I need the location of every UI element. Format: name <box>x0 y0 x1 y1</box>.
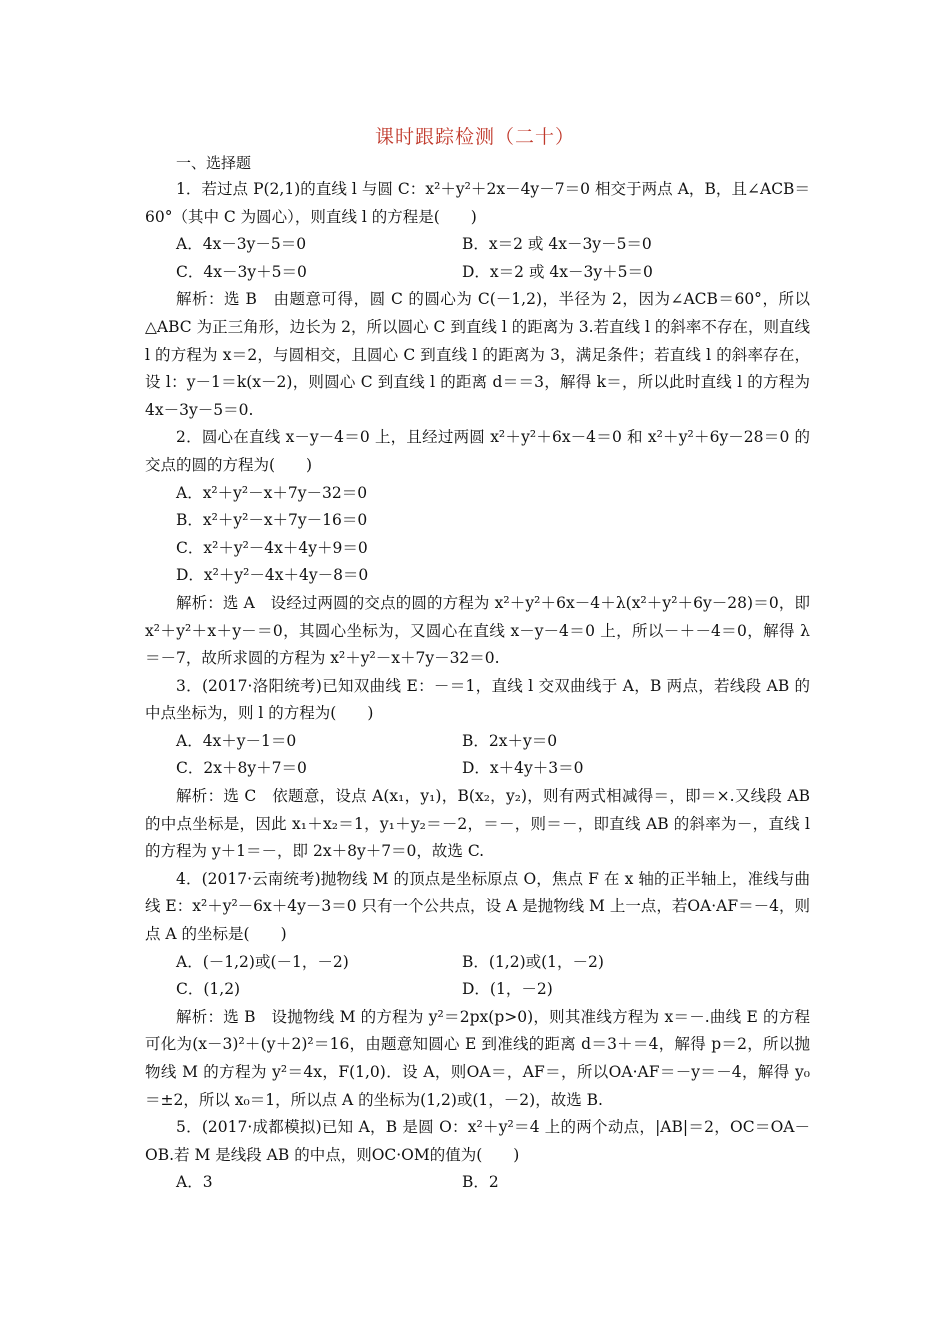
question-1-solution: 解析：选 B 由题意可得，圆 C 的圆心为 C(－1,2)，半径为 2，因为∠ACB＝60°，所以△ABC 为正三角形，边长为 2，所以圆心 C 到直线 l 的距离为 3.若直线 l 的斜率不存在，则直线 l 的方程为 x＝2，与圆相交，且圆心 C 到直线 l 的距离为 3，满足条件；若直线 l 的斜率存在，设 l：y－1＝k(x－2)，则圆心 C 到直线 l 的距离 d＝＝3，解得 k＝，所以此时直线 l 的方程为 4x－3y－5＝0. <box>145 290 810 419</box>
question-4-options-row1 <box>145 949 810 977</box>
question-3-stem: 3．(2017·洛阳统考)已知双曲线 E：－＝1，直线 l 交双曲线于 A，B 两点，若线段 AB 的中点坐标为，则 l 的方程为( ) <box>145 676 810 723</box>
questions <box>145 176 810 1197</box>
option-a: A．4x－3y－5＝0 <box>176 235 307 254</box>
option-d: D．x＋4y＋3＝0 <box>462 759 584 778</box>
question-3-solution: 解析：选 C 依题意，设点 A(x₁，y₁)，B(x₂，y₂)，则有两式相减得＝，即＝×.又线段 AB 的中点坐标是，因此 x₁＋x₂＝1，y₁＋y₂＝－2，＝－，则＝－，即直线 AB 的斜率为－，直线 l 的方程为 y＋1＝－，即 2x＋8y＋7＝0，故选 C. <box>145 787 810 861</box>
option-c: C．x²＋y²－4x＋4y＋9＝0 <box>176 538 368 557</box>
question-4-solution: 解析：选 B 设抛物线 M 的方程为 y²＝2px(p>0)，则其准线方程为 x＝－.曲线 E 的方程可化为(x－3)²＋(y＋2)²＝16，由题意知圆心 E 到准线的距离 d＝3＋＝4，解得 p＝2，所以抛物线 M 的方程为 y²＝4x，F(1,0)．设 A，则OA＝，AF＝，所以OA·AF＝－y＝－4，解得 y₀＝±2，所以 x₀＝1，所以点 A 的坐标为(1,2)或(1，－2)，故选 B. <box>145 1007 810 1109</box>
question-3-options-row1 <box>145 728 810 756</box>
section-heading: 一、选择题 <box>176 154 252 172</box>
option-b: B．x²＋y²－x＋7y－16＝0 <box>176 511 368 530</box>
question-5-options-row1 <box>145 1169 810 1197</box>
question-2-solution: 解析：选 A 设经过两圆的交点的圆的方程为 x²＋y²＋6x－4＋λ(x²＋y²＋6y－28)＝0，即 x²＋y²＋x＋y－＝0，其圆心坐标为，又圆心在直线 x－y－4＝0 上，所以－＋－4＝0，解得 λ＝－7，故所求圆的方程为 x²＋y²－x＋7y－32＝0. <box>145 593 810 668</box>
question-1-options-row2 <box>145 259 810 287</box>
question-4-options-row2 <box>145 976 810 1004</box>
option-b: B．x＝2 或 4x－3y－5＝0 <box>462 235 652 254</box>
option-a: A．x²＋y²－x＋7y－32＝0 <box>176 483 368 502</box>
option-b: B．2 <box>462 1173 499 1192</box>
question-5-stem: 5．(2017·成都模拟)已知 A，B 是圆 O：x²＋y²＝4 上的两个动点，|AB|＝2，OC＝OA－OB.若 M 是线段 AB 的中点，则OC·OM的值为( ) <box>145 1118 810 1164</box>
option-a: A．3 <box>176 1173 213 1192</box>
option-b: B．(1,2)或(1，－2) <box>462 952 604 971</box>
question-2-stem: 2．圆心在直线 x－y－4＝0 上，且经过两圆 x²＋y²＋6x－4＝0 和 x²＋y²＋6y－28＝0 的交点的圆的方程为( ) <box>145 428 810 474</box>
option-b: B．2x＋y＝0 <box>462 731 558 750</box>
option-d: D．x＝2 或 4x－3y＋5＝0 <box>462 262 653 281</box>
option-d: D．x²＋y²－4x＋4y－8＝0 <box>176 566 369 585</box>
option-c: C．(1,2) <box>176 980 241 999</box>
question-1-stem: 1．若过点 P(2,1)的直线 l 与圆 C：x²＋y²＋2x－4y－7＝0 相交于两点 A，B，且∠ACB＝60°（其中 C 为圆心），则直线 l 的方程是( ) <box>145 180 810 226</box>
question-4-stem: 4．(2017·云南统考)抛物线 M 的顶点是坐标原点 O，焦点 F 在 x 轴的正半轴上，准线与曲线 E：x²＋y²－6x＋4y－3＝0 只有一个公共点，设 A 是抛物线 M 上一点，若OA·AF＝－4，则点 A 的坐标是( ) <box>145 869 810 944</box>
option-c: C．4x－3y＋5＝0 <box>176 262 307 281</box>
option-d: D．(1，－2) <box>462 980 553 999</box>
question-1-options-row1 <box>145 231 810 259</box>
option-a: A．4x＋y－1＝0 <box>176 731 297 750</box>
question-3-options-row2 <box>145 755 810 783</box>
page-title: 课时跟踪检测（二十） <box>374 126 575 148</box>
option-a: A．(－1,2)或(－1，－2) <box>176 952 349 971</box>
option-c: C．2x＋8y＋7＝0 <box>176 759 307 778</box>
